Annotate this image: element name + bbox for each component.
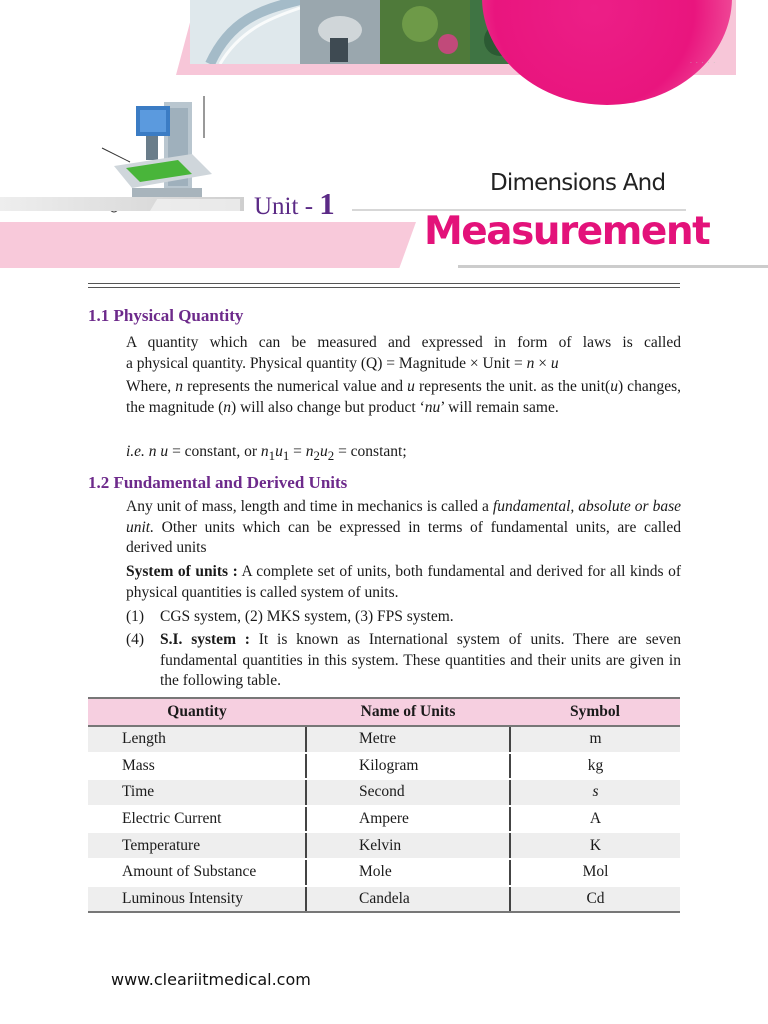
times-sign: × [534, 354, 551, 372]
list-item-number: (4) [126, 631, 145, 648]
table-header-row [88, 698, 680, 726]
table-header-quantity: Quantity [88, 698, 306, 726]
cell-quantity: Length [88, 726, 306, 753]
var-u: u [610, 378, 618, 395]
cell-unit-name: Kilogram [306, 753, 510, 780]
cell-symbol: kg [510, 753, 680, 780]
table-row [88, 859, 680, 886]
var-u: u [319, 443, 328, 460]
unit-number: 1 [319, 186, 335, 221]
equals-sign: = [289, 443, 306, 460]
table-row [88, 726, 680, 753]
si-system-label: S.I. system : [160, 631, 250, 648]
system-of-units-label: System of units : [126, 563, 238, 580]
var-n: n [305, 443, 314, 460]
paragraph-fundamental-units [126, 497, 681, 559]
table-body [88, 726, 680, 912]
cell-quantity: Temperature [88, 832, 306, 859]
cell-symbol: K [510, 832, 680, 859]
var-nu: nu [424, 398, 441, 416]
chapter-title-line2: Measurement [424, 209, 710, 254]
cell-quantity: Mass [88, 753, 306, 780]
header-grey-bar-accent [150, 199, 240, 211]
where-text: represents the unit. as the unit( [414, 378, 611, 395]
where-text: ’ will remain same. [440, 398, 559, 416]
fundamental-italic: fundamental, absolute or base unit. [126, 498, 681, 536]
cell-unit-name: Second [306, 779, 510, 806]
paragraph-definition [126, 333, 681, 374]
fundamental-text: Any unit of mass, length and time in mechanics is called a [126, 498, 493, 515]
definition-line1: A quantity which can be measured and expressed in form of laws is called [126, 334, 681, 351]
table-row [88, 832, 680, 859]
section-divider-top [88, 283, 680, 284]
cell-symbol: A [510, 806, 680, 833]
si-units-table [88, 697, 680, 913]
constant-text: = constant, or [168, 443, 261, 460]
footer-website: www.cleariitmedical.com [111, 970, 311, 989]
subscript: 2 [313, 448, 320, 464]
subscript: 2 [327, 448, 335, 464]
cell-unit-name: Mole [306, 859, 510, 886]
table-header-symbol: Symbol [510, 698, 680, 726]
table-header-unit-name: Name of Units [306, 698, 510, 726]
unit-word: Unit - [254, 193, 314, 220]
cell-quantity: Luminous Intensity [88, 886, 306, 913]
system-of-units-text: A complete set of units, both fundamental and derived for all kinds of physical quantities is called system of units. [126, 563, 682, 601]
var-n: n [175, 378, 183, 395]
cell-symbol: Mol [510, 859, 680, 886]
si-system-text: It is known as International system of units. There are seven fundamental quantities in this system. These quantities and their units are given in the following table. [160, 631, 681, 689]
paragraph-constant [126, 442, 681, 467]
subscript: 1 [282, 448, 290, 464]
where-text: ) changes, the magnitude ( [126, 378, 681, 416]
cell-unit-name: Candela [306, 886, 510, 913]
table-row [88, 753, 680, 780]
paragraph-where [126, 377, 681, 418]
cell-symbol: m [510, 726, 680, 753]
where-text: represents the numerical value and [183, 378, 408, 395]
cell-unit-name: Metre [306, 726, 510, 753]
table-row [88, 779, 680, 806]
var-u: u [275, 443, 283, 460]
var-n: n [223, 398, 232, 416]
where-text: Where, [126, 378, 176, 395]
fundamental-text: Other units which can be expressed in terms of fundamental units, are called derived units [126, 518, 681, 556]
where-text: ) will also change but product ‘ [231, 398, 425, 416]
paragraph-system-of-units [126, 562, 681, 603]
definition-line2 [126, 354, 681, 375]
subscript: 1 [268, 448, 276, 464]
definition-text: a physical quantity. Physical quantity (Q) = Magnitude × Unit = [126, 354, 527, 372]
microscope-illustration [96, 92, 218, 214]
cell-unit-name: Kelvin [306, 832, 510, 859]
chapter-title-line1: Dimensions And [490, 170, 666, 196]
cell-symbol: s [510, 779, 680, 806]
var-n: n [526, 354, 535, 372]
section-divider-bottom [88, 287, 680, 288]
unit-label [254, 186, 335, 222]
heading-physical-quantity: 1.1 Physical Quantity [88, 306, 244, 325]
table-row [88, 886, 680, 913]
header-pink-circle [482, 0, 732, 105]
cell-quantity: Time [88, 779, 306, 806]
cell-quantity: Amount of Substance [88, 859, 306, 886]
var-u: u [407, 378, 415, 395]
list-item-number: (1) [126, 608, 145, 625]
var-n: n [260, 443, 269, 460]
var-u: u [550, 354, 559, 372]
header-dots: · · · · · [690, 60, 717, 67]
header-underline [458, 265, 768, 268]
constant-text: = constant; [334, 443, 407, 460]
table-row [88, 806, 680, 833]
list-item-systems: CGS system, (2) MKS system, (3) FPS system. [160, 608, 454, 625]
cell-symbol: Cd [510, 886, 680, 913]
cell-quantity: Electric Current [88, 806, 306, 833]
heading-fundamental-derived-units: 1.2 Fundamental and Derived Units [88, 473, 348, 492]
cell-unit-name: Ampere [306, 806, 510, 833]
ie-text: i.e. n u [126, 443, 169, 460]
list-item-si-system [160, 630, 681, 692]
header-pink-band [0, 222, 416, 268]
